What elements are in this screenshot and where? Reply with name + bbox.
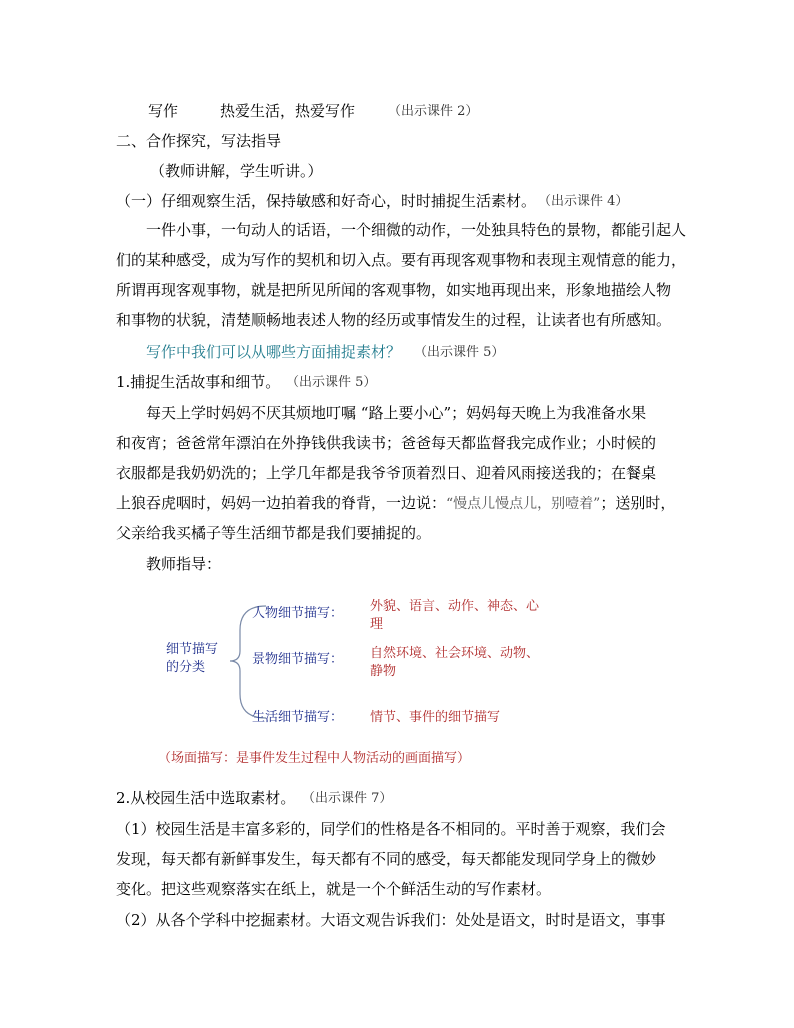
courseware-note: （出示课件 2）: [388, 104, 479, 119]
paragraph-line: 衣服都是我奶奶洗的；上学几年都是我爷爷顶着烈日、迎着风雨接送我的；在餐桌: [116, 464, 657, 482]
paragraph-line: 和事物的状貌，清楚顺畅地表述人物的经历或事情发生的过程，让读者也有所感知。: [116, 311, 672, 329]
paragraph-line: 每天上学时妈妈不厌其烦地叮嘱 “路上要小心”；妈妈每天晚上为我准备水果: [146, 404, 647, 422]
question-line: 写作中我们可以从哪些方面捕捉素材？: [146, 343, 402, 361]
diagram-item-label: 生活细节描写：: [252, 710, 344, 725]
paragraph-line: （2）从各个学科中挖掘素材。大语文观告诉我们：处处是语文，时时是语文，事事: [116, 911, 666, 929]
diagram-item-desc: 情节、事件的细节描写: [370, 710, 501, 725]
paragraph-line: 们的某种感受，成为写作的契机和切入点。要有再现客观事物和表现主观情意的能力，: [116, 251, 687, 269]
subsection-title: （一）仔细观察生活，保持敏感和好奇心，时时捕捉生活素材。: [116, 192, 537, 210]
courseware-note: （出示课件 4）: [538, 194, 629, 209]
diagram-item-label: 景物细节描写：: [252, 652, 344, 667]
paragraph-line: 变化。把这些观察落实在纸上，就是一个个鲜活生动的写作素材。: [116, 880, 552, 898]
diagram-item-desc: 自然环境、社会环境、动物、: [370, 646, 540, 661]
diagram-root: 的分类: [166, 660, 206, 675]
paragraph-line: （1）校园生活是丰富多彩的，同学们的性格是各不相同的。平时善于观察，我们会: [116, 820, 666, 838]
heading-writing: 写作: [148, 102, 179, 120]
paragraph-line: 和夜宵；爸爸常年漂泊在外挣钱供我读书；爸爸每天都监督我完成作业；小时候的: [116, 434, 657, 452]
paragraph-line: 父亲给我买橘子等生活细节都是我们要捕捉的。: [116, 524, 432, 542]
paragraph-line: 一件小事，一句动人的话语，一个细微的动作，一处独具特色的景物，都能引起人: [146, 221, 687, 239]
diagram-item-desc: 理: [370, 617, 384, 632]
paragraph-line: 发现，每天都有新鲜事发生，每天都有不同的感受，每天都能发现同学身上的微妙: [116, 850, 657, 868]
point-title: 1.捕捉生活故事和细节。: [116, 373, 281, 391]
section-title: 二、合作探究，写法指导: [116, 132, 282, 150]
teacher-guide-label: 教师指导：: [146, 555, 222, 573]
heading-theme: 热爱生活，热爱写作: [220, 102, 356, 120]
quote-outro: ；送别时，: [600, 494, 676, 512]
courseware-note: （出示课件 5）: [414, 345, 505, 360]
courseware-note: （出示课件 7）: [302, 791, 393, 806]
diagram-item-desc: 静物: [370, 664, 397, 679]
quoted-speech: “慢点儿慢点儿，别噎着”: [446, 496, 601, 512]
diagram-root: 细节描写: [166, 642, 219, 657]
diagram-item-desc: 外貌、语言、动作、神态、心: [370, 599, 540, 614]
diagram-item-label: 人物细节描写：: [252, 606, 344, 621]
paragraph-line: 所谓再现客观事物，就是把所见所闻的客观事物，如实地再现出来，形象地描绘人物: [116, 281, 672, 299]
point-title: 2.从校园生活中选取素材。: [116, 789, 296, 807]
courseware-note: （出示课件 5）: [286, 375, 377, 390]
diagram-note: （场面描写：是事件发生过程中人物活动的画面描写）: [158, 751, 471, 766]
teaching-mode: （教师讲解，学生听讲。）: [150, 162, 323, 180]
quote-intro: 上狼吞虎咽时，妈妈一边拍着我的脊背，一边说：: [116, 494, 447, 512]
